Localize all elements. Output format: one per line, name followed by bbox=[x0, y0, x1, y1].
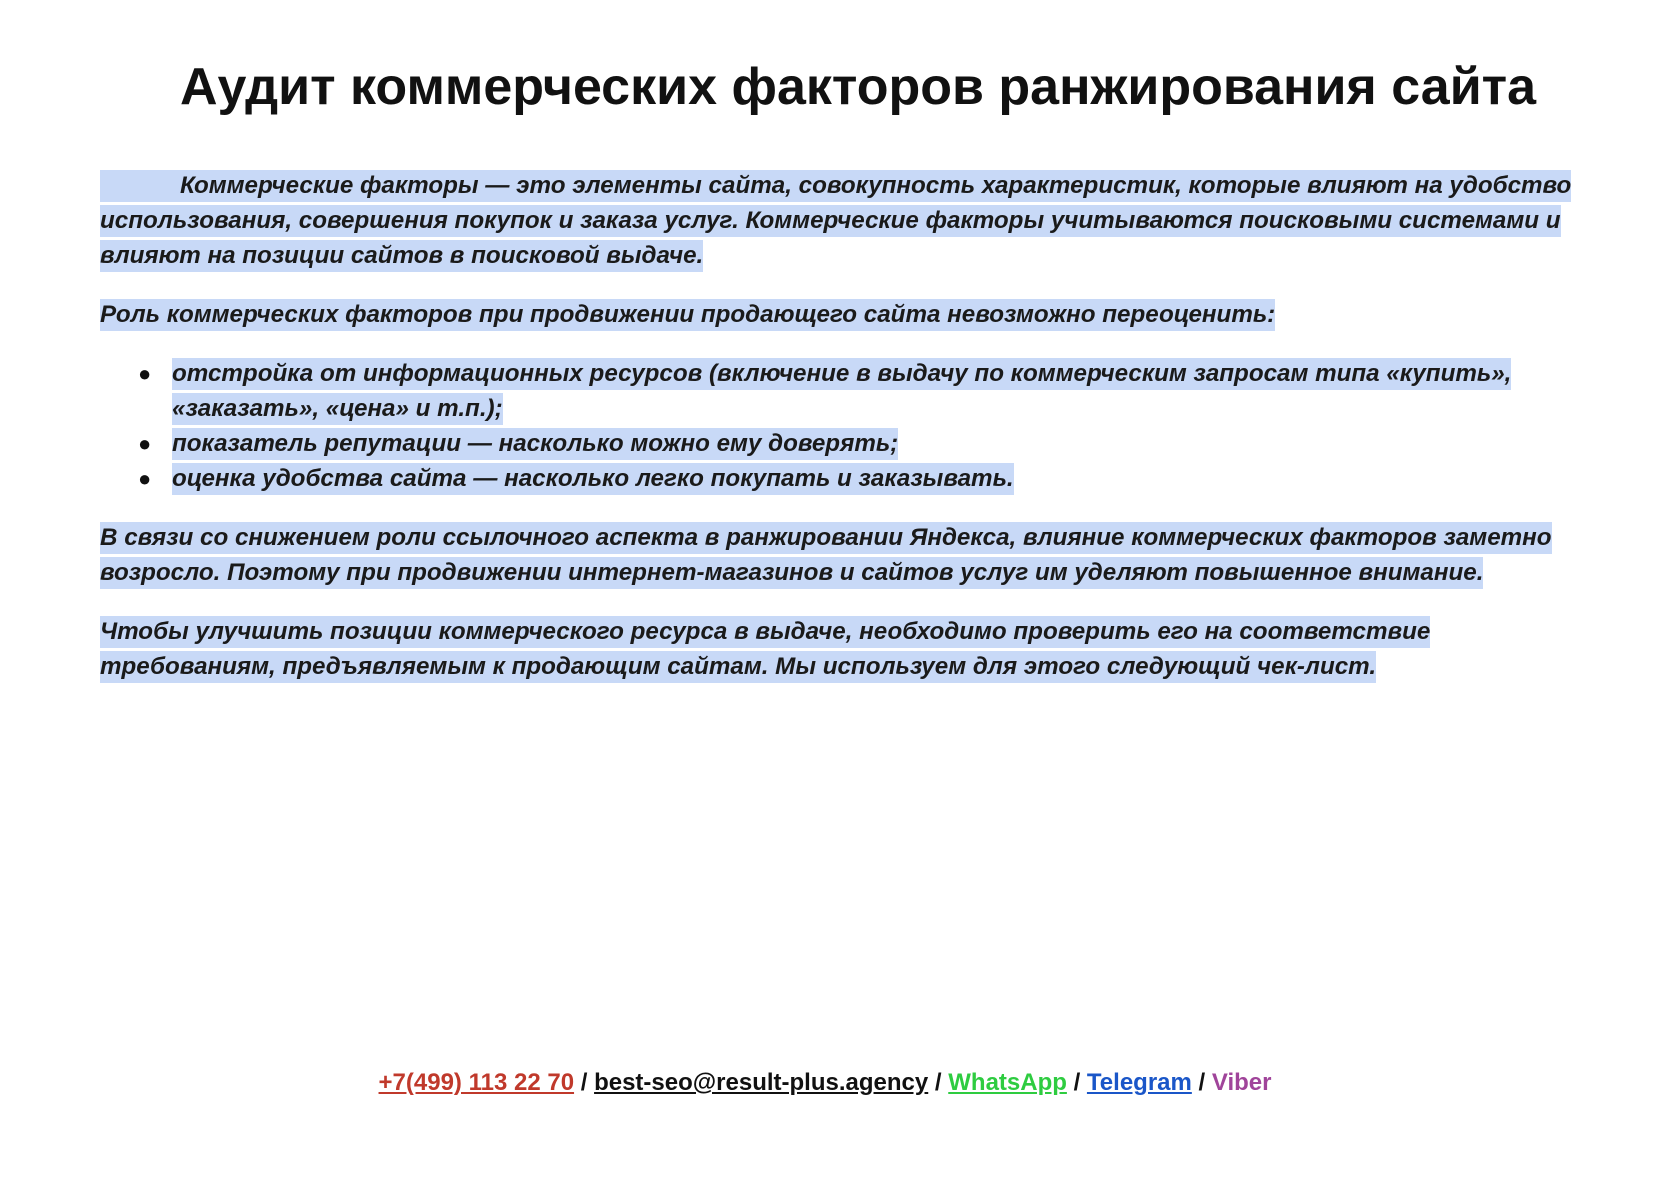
paragraph-intro bbox=[100, 168, 1600, 273]
paragraph-yandex-text: В связи со снижением роли ссылочного аспекта в ранжировании Яндекса, влияние коммерческих факторов заметно возросло. Поэтому при продвижении интернет-магазинов и сайтов услуг им уделяют повышенное внимание. bbox=[100, 522, 1552, 589]
document-body bbox=[100, 168, 1600, 708]
viber-link[interactable]: Viber bbox=[1211, 1069, 1272, 1096]
list-item-text: отстройка от информационных ресурсов (включение в выдачу по коммерческим запросам типа «купить», «заказать», «цена» и т.п.); bbox=[172, 358, 1511, 425]
highlighted-text bbox=[100, 170, 1571, 272]
paragraph-role-text: Роль коммерческих факторов при продвижении продающего сайта невозможно переоценить: bbox=[100, 299, 1275, 331]
paragraph-intro-text: Коммерческие факторы — это элементы сайта, совокупность характеристик, которые влияют на удобство использования, совершения покупок и заказа услуг. Коммерческие факторы учитываются поисковыми системами и влияют на позиции сайтов в поисковой выдаче. bbox=[100, 172, 1572, 269]
whatsapp-link[interactable]: WhatsApp bbox=[948, 1069, 1067, 1096]
page-title: Аудит коммерческих факторов ранжирования сайта bbox=[179, 58, 1537, 116]
bullet-icon: ● bbox=[138, 466, 152, 491]
list-item bbox=[138, 356, 1600, 426]
separator: / bbox=[1191, 1069, 1212, 1096]
separator: / bbox=[574, 1069, 595, 1096]
telegram-link[interactable]: Telegram bbox=[1086, 1069, 1192, 1096]
list-item-text: оценка удобства сайта — насколько легко покупать и заказывать. bbox=[172, 463, 1014, 495]
list-item bbox=[138, 461, 1600, 496]
contact-footer bbox=[0, 1066, 1650, 1100]
list-item-text: показатель репутации — насколько можно ему доверять; bbox=[172, 428, 898, 460]
email-link[interactable]: best-seo@result-plus.agency bbox=[594, 1069, 929, 1096]
separator: / bbox=[1066, 1069, 1087, 1096]
bullet-icon: ● bbox=[138, 361, 152, 386]
paragraph-yandex bbox=[100, 520, 1600, 590]
paragraph-checklist bbox=[100, 614, 1600, 684]
paragraph-role bbox=[100, 297, 1600, 332]
bullet-list bbox=[100, 356, 1600, 496]
phone-link[interactable]: +7(499) 113 22 70 bbox=[378, 1069, 575, 1096]
paragraph-checklist-text: Чтобы улучшить позиции коммерческого ресурса в выдаче, необходимо проверить его на соответствие требованиям, предъявляемым к продающим сайтам. Мы используем для этого следующий чек-лист. bbox=[100, 616, 1430, 683]
list-item bbox=[138, 426, 1600, 461]
bullet-icon: ● bbox=[138, 431, 152, 456]
separator: / bbox=[928, 1069, 949, 1096]
